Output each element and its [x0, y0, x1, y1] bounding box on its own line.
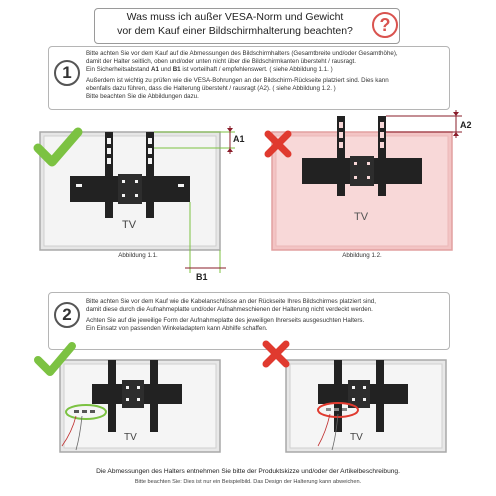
figure-2-good: [32, 340, 232, 460]
tv-label-step2-bad: TV: [350, 432, 363, 443]
figure-1-2: [262, 108, 492, 258]
figure-2-bad: [258, 340, 458, 460]
tv-label-step2-good: TV: [124, 432, 137, 443]
step1-line-3: Ein Sicherheitsabstand A1 und B1 ist vorteilhaft / empfehlenswert. ( siehe Abbildung 1.1. ): [86, 66, 333, 73]
step2-line-3: Achten Sie auf die jeweilige Form der Aufnahmeplatte des jeweiligen Ihrerseits ausgesuchten Halters.: [86, 317, 365, 324]
figure-1-2-caption: Abbildung 1.2.: [342, 252, 382, 259]
footer-line-2: Bitte beachten Sie: Dies ist nur ein Beispielbild. Das Design der Halterung kann abweichen.: [134, 479, 362, 485]
step2-number-badge: 2: [54, 302, 80, 328]
step2-text: [86, 298, 446, 333]
step1-line-5: ebenfalls dazu führen, dass die Halterung übersteht / rausragt (A2). ( siehe Abbildung 1.2. ): [86, 85, 336, 92]
step1-number-badge: 1: [54, 60, 80, 86]
step2-line-1: Bitte achten Sie vor dem Kauf wie die Kabelanschlüsse an der Rückseite Ihres Bildschirmes platziert sind,: [86, 298, 376, 305]
tv-screen-bad: [276, 136, 448, 246]
tv-label: TV: [122, 219, 137, 231]
bracket-rail-right: [146, 132, 154, 218]
footer-line-1: Die Abmessungen des Halters entnehmen Sie bitte der Produktskizze und/oder der Artikelbeschreibung.: [96, 468, 400, 475]
step2-line-2: damit diese durch die Aufnahmeplatte und/oder Aufnahmeschienen der Halterung nicht verdeckt werden.: [86, 306, 373, 313]
step1-line-6: Bitte beachten Sie die Abbildungen dazu.: [86, 93, 199, 100]
step1-line-2: damit der Halter seitlich, oben und/oder unten nicht über die Bildschirmkanten übersteht / rausragt.: [86, 58, 356, 65]
label-a2: A2: [460, 120, 472, 130]
tv-label-bad: TV: [354, 211, 369, 223]
step1-line-1: Bitte achten Sie vor dem Kauf auf die Abmessungen des Bildschirmhalters (Gesamtbreite und/oder Gesamthöhe),: [86, 50, 398, 57]
cross-icon-step2: [266, 344, 286, 364]
header-line-2: vor dem Kauf einer Bildschirmhalterung beachten?: [117, 25, 353, 37]
step2-line-4: Ein Einsatz von passenden Winkeladaptern kann Abhilfe schaffen.: [86, 325, 268, 332]
header-line-1: Was muss ich außer VESA-Norm und Gewicht: [126, 11, 344, 23]
label-b1: B1: [196, 272, 208, 282]
question-mark-icon: ?: [372, 12, 398, 38]
label-a1: A1: [233, 134, 245, 144]
header-title: [100, 10, 370, 38]
figure-1-1-caption: Abbildung 1.1.: [118, 252, 158, 259]
bracket-center: [118, 174, 142, 204]
bracket-rail-left: [105, 132, 113, 218]
bracket-center-bad: [350, 156, 374, 186]
step1-line-4: Außerdem ist wichtig zu prüfen wie die VESA-Bohrungen an der Bildschirm-Rückseite platziert sind. Dies kann: [86, 77, 389, 84]
step1-text: [86, 50, 446, 101]
